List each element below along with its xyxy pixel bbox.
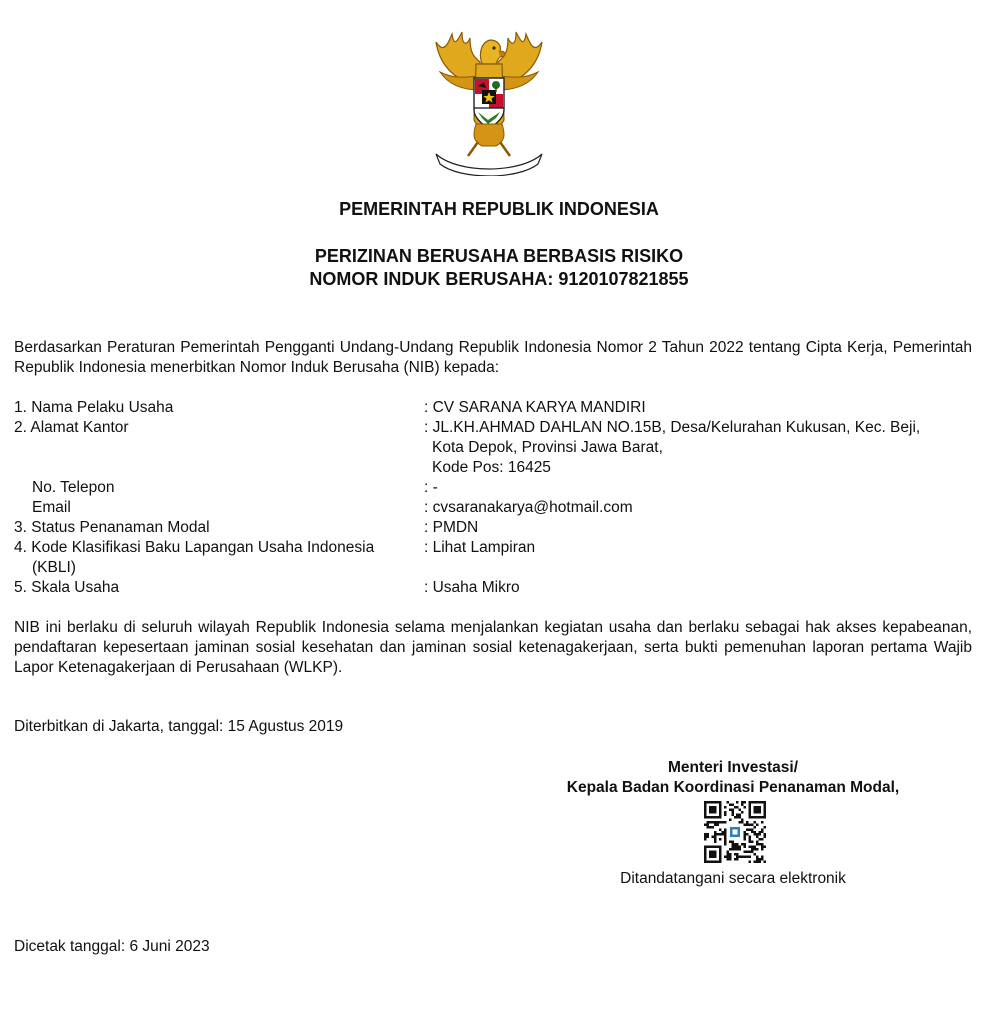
email-value: : cvsaranakarya@hotmail.com xyxy=(424,499,633,516)
intro-paragraph: Berdasarkan Peraturan Pemerintah Pengganti Undang-Undang Republik Indonesia Nomor 2 Tahun 2022 tentang Cipta Kerja, Pemerintah Republik Indonesia menerbitkan Nomor Induk Berusaha (NIB) kepada: xyxy=(14,339,972,376)
field-row-email xyxy=(14,498,984,518)
field-row-telepon xyxy=(14,478,984,498)
alamat-line-3: Kode Pos: 16425 xyxy=(432,459,551,476)
garuda-emblem-icon xyxy=(418,24,560,176)
printed-date: Dicetak tanggal: 6 Juni 2023 xyxy=(14,938,210,955)
alamat-label: 2. Alamat Kantor xyxy=(14,419,129,436)
field-row-kbli-cont xyxy=(14,558,984,578)
field-row-skala xyxy=(14,578,984,598)
skala-value: : Usaha Mikro xyxy=(424,579,520,596)
nama-label: 1. Nama Pelaku Usaha xyxy=(14,399,174,416)
alamat-line-2: Kota Depok, Provinsi Jawa Barat, xyxy=(432,439,663,456)
electronic-signature-note: Ditandatangani secara elektronik xyxy=(620,870,846,887)
kbli-value: : Lihat Lampiran xyxy=(424,539,536,556)
email-label: Email xyxy=(32,499,71,516)
signatory-title: Menteri Investasi/ xyxy=(667,759,799,776)
status-value: : PMDN xyxy=(424,519,479,536)
telepon-label: No. Telepon xyxy=(32,479,115,496)
document-title: PERIZINAN BERUSAHA BERBASIS RISIKO xyxy=(314,246,684,266)
field-row-status xyxy=(14,518,984,538)
kbli-label-cont: (KBLI) xyxy=(32,559,76,576)
issued-date: Diterbitkan di Jakarta, tanggal: 15 Agustus 2019 xyxy=(14,718,344,735)
kbli-label: 4. Kode Klasifikasi Baku Lapangan Usaha Indonesia xyxy=(14,539,375,556)
nib-statement: NIB ini berlaku di seluruh wilayah Republik Indonesia selama menjalankan kegiatan usaha dan berlaku sebagai hak akses kepabeanan, pendaftaran kepesertaan jaminan sosial kesehatan dan jaminan sosial ketenagakerjaan, serta bukti pemenuhan laporan pertama Wajib Lapor Ketenagakerjaan di Perusahaan (WLKP). xyxy=(14,619,972,676)
status-label: 3. Status Penanaman Modal xyxy=(14,519,210,536)
field-row-kbli xyxy=(14,538,984,558)
nib-number-title: NOMOR INDUK BERUSAHA: 9120107821855 xyxy=(309,269,689,289)
government-heading: PEMERINTAH REPUBLIK INDONESIA xyxy=(339,199,659,219)
telepon-value: : - xyxy=(424,479,438,496)
field-row-nama xyxy=(14,398,984,418)
skala-label: 5. Skala Usaha xyxy=(14,579,120,596)
alamat-value: : JL.KH.AHMAD DAHLAN NO.15B, Desa/Kelurahan Kukusan, Kec. Beji, xyxy=(424,419,921,436)
signatory-agency: Kepala Badan Koordinasi Penanaman Modal, xyxy=(566,779,900,796)
nama-value: : CV SARANA KARYA MANDIRI xyxy=(424,399,646,416)
field-row-alamat xyxy=(14,418,984,438)
qr-code-icon xyxy=(704,801,766,863)
